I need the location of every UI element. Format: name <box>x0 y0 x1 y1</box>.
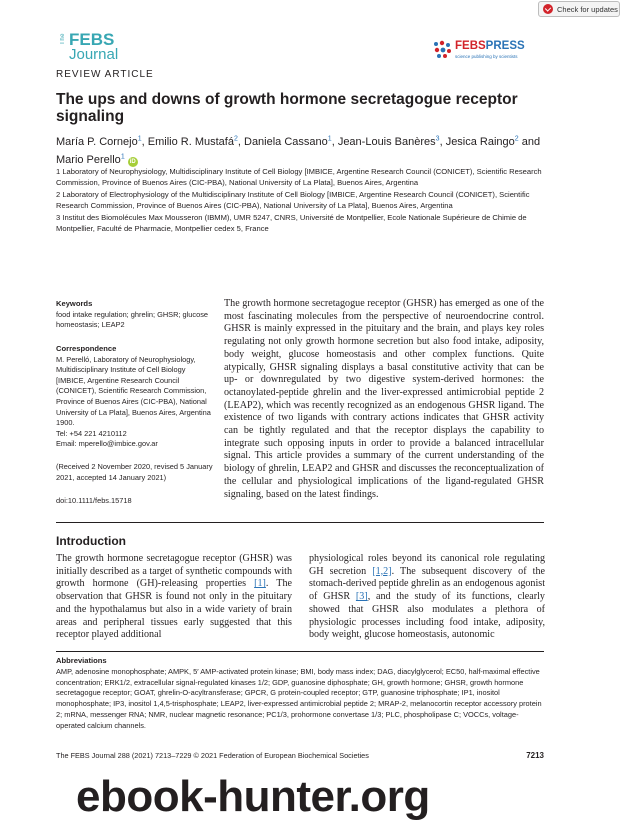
affiliation-2: 2 Laboratory of Electrophysiology of the Multidisciplinary Institute of Cell Biology [IMBICE, Argentine Research Council (CONICET), Scientific Research Commission, Province of Buenos Aires (CIC-PBA), National University of La Plata], Buenos Aires, Argentina <box>56 190 530 210</box>
author-separator: , <box>331 135 338 148</box>
logo-febs: FEBS <box>69 30 115 49</box>
author-name: Mario Perello <box>56 154 121 167</box>
correspondence-heading: Correspondence <box>56 344 117 353</box>
affiliation-ref[interactable]: 1 <box>120 153 125 161</box>
check-updates-icon <box>543 4 553 14</box>
correspondence-block <box>56 344 216 450</box>
affiliation-ref[interactable]: 3 <box>435 135 440 142</box>
check-for-updates-button[interactable] <box>538 1 620 17</box>
page-number: 7213 <box>526 751 544 760</box>
febs-press-dots-icon <box>432 40 454 60</box>
author-name: Daniela Cassano <box>244 135 328 148</box>
correspondence-text: M. Perelló, Laboratory of Neurophysiology, Multidisciplinary Institute of Cell Biology [IMBICE, Argentine Research Council (CONICET), Scientific Research Commission, Province of Buenos Aires (CIC-PBA), National University of La Plata], Buenos Aires, Argentina 1900. <box>56 354 211 428</box>
affiliation-ref[interactable]: 1 <box>327 135 332 142</box>
abstract-divider <box>56 522 544 523</box>
author-name: Jean-Louis Banères <box>337 135 436 148</box>
article-title: The ups and downs of growth hormone secretagogue receptor signaling <box>56 91 518 125</box>
affiliation-ref[interactable]: 1 <box>137 135 142 142</box>
received-dates: (Received 2 November 2020, revised 5 January 2021, accepted 14 January 2021) <box>56 462 213 482</box>
intro-column-left: The growth hormone secretagogue receptor (GHSR) was initially described as a target of synthetic compounds with growth hormone (GH)-releasing properties [1]. The observation that GHSR is found not only in the pituitary and the hypothalamus but also in a wide variety of brain areas and peripheral tissues early suggested that this receptor played additional <box>56 553 292 641</box>
author-separator: , <box>141 135 148 148</box>
reference-link[interactable]: [1] <box>254 578 266 590</box>
orcid-icon[interactable]: iD <box>129 159 136 166</box>
author-separator: , <box>237 135 244 148</box>
footer-citation: The FEBS Journal 288 (2021) 7213–7229 © 2021 Federation of European Biochemical Societies <box>56 751 369 760</box>
correspondence-email[interactable]: Email: mperello@imbice.gov.ar <box>56 439 158 449</box>
press-name: FEBSPRESS <box>455 40 525 52</box>
doi-link[interactable]: doi:10.1111/febs.15718 <box>56 496 132 505</box>
reference-link[interactable]: [3] <box>355 591 368 603</box>
logo-the: The <box>60 33 66 45</box>
logo-journal: Journal <box>69 46 119 63</box>
keywords-heading: Keywords <box>56 299 93 308</box>
affiliation-ref[interactable]: 2 <box>233 135 238 142</box>
reference-link[interactable]: [1,2] <box>372 565 392 577</box>
watermark: ebook-hunter.org <box>76 772 430 821</box>
author-name: Jesica Raingo <box>445 135 515 148</box>
author-separator: and <box>518 135 541 148</box>
press-tagline: science publishing by scientists <box>455 54 518 59</box>
febs-press-logo <box>432 40 542 64</box>
abbreviations-text: AMP, adenosine monophosphate; AMPK, 5′ AMP-activated protein kinase; BMI, body mass index; DAG, diacylglycerol; EC50, half-maximal effective concentration; ERK1/2, extracellular signal-regulated kinases 1/2; GDP, guanosine diphosphate; GH, growth hormone; GHSR, growth hormone secretagogue receptor; GOAT, ghrelin-O-acyltransferase; GPCR, G protein-coupled receptor; GTP, guanosine triphosphate; IP1, inositol monophosphate; IP3, inositol 1,4,5-trisphosphate; LEAP2, liver-expressed antimicrobial peptide 2; MRAP-2, melanocortin receptor accessory protein 2; mRNA, messenger RNA; NMR, nuclear magnetic resonance; PC1/3, prohormone convertase 1/3; PLC, phospholipase C; VOCCs, voltage-operated calcium channels. <box>56 667 542 730</box>
introduction-heading: Introduction <box>56 534 126 548</box>
check-updates-label: Check for updates <box>557 4 618 14</box>
keywords-text: food intake regulation; ghrelin; GHSR; glucose homeostasis; LEAP2 <box>56 309 209 330</box>
affiliation-1: 1 Laboratory of Neurophysiology, Multidisciplinary Institute of Cell Biology [IMBICE, Argentine Research Council (CONICET), Scientific Research Commission, Province of Buenos Aires (CIC-PBA), National University of La Plata], Buenos Aires, Argentina <box>56 167 542 187</box>
author-separator: , <box>439 135 446 148</box>
affiliation-3: 3 Institut des Biomolécules Max Mousseron (IBMM), UMR 5247, CNRS, Université de Montpellier, Ecole Nationale Supérieure de Chimie de Montpellier, Faculté de Pharmacie, Montpellier cedex 5, France <box>56 213 527 233</box>
abbreviations-divider <box>56 651 544 652</box>
intro-column-right: physiological roles beyond its canonical role regulating GH secretion [1,2]. The subsequent discovery of the stomach-derived peptide ghrelin as an endogenous agonist of GHSR [3], and the study of its functions, clearly showed that GHSR also modulates a plethora of physiologic processes including food intake, adiposity, body weight, glucose homeostasis, autonomic <box>309 553 546 641</box>
febs-journal-logo <box>60 31 126 65</box>
page-footer <box>56 751 544 760</box>
abbreviations-heading: Abbreviations <box>56 656 107 665</box>
author-list <box>56 131 556 168</box>
keywords-block <box>56 299 216 331</box>
abstract-text: The growth hormone secretagogue receptor (GHSR) has emerged as one of the most fascinating molecules from the perspective of neuroendocrine control. GHSR is mainly expressed in the pituitary and the brain, and plays key roles regulating not only growth hormone secretion but also food intake, adiposity, body weight, glucose homeostasis and other complex functions. Quite atypically, GHSR signaling displays a basal constitutive activity that can be up- or downregulated by two digestive system-derived hormones: the octanoylated-peptide ghrelin and the liver-expressed antimicrobial peptide 2 (LEAP2), which was recently recognized as an endogenous GHSR ligand. The existence of two ligands with contrary actions indicates that GHSR activity can be tightly regulated and that the receptor displays the capability to integrate such opposing inputs in order to provide a balanced intracellular signal. This article provides a summary of the current understanding of the biology of ghrelin, LEAP2 and GHSR and discusses the reconceptualization of the cellular and physiological implications of the ligand-regulated GHSR signaling, based on the latest findings. <box>224 298 544 500</box>
author-name: María P. Cornejo <box>56 135 138 148</box>
article-type: REVIEW ARTICLE <box>56 69 154 80</box>
correspondence-tel: Tel: +54 221 4210112 <box>56 428 127 438</box>
affiliation-ref[interactable]: 2 <box>514 135 519 142</box>
author-name: Emilio R. Mustafá <box>147 135 234 148</box>
